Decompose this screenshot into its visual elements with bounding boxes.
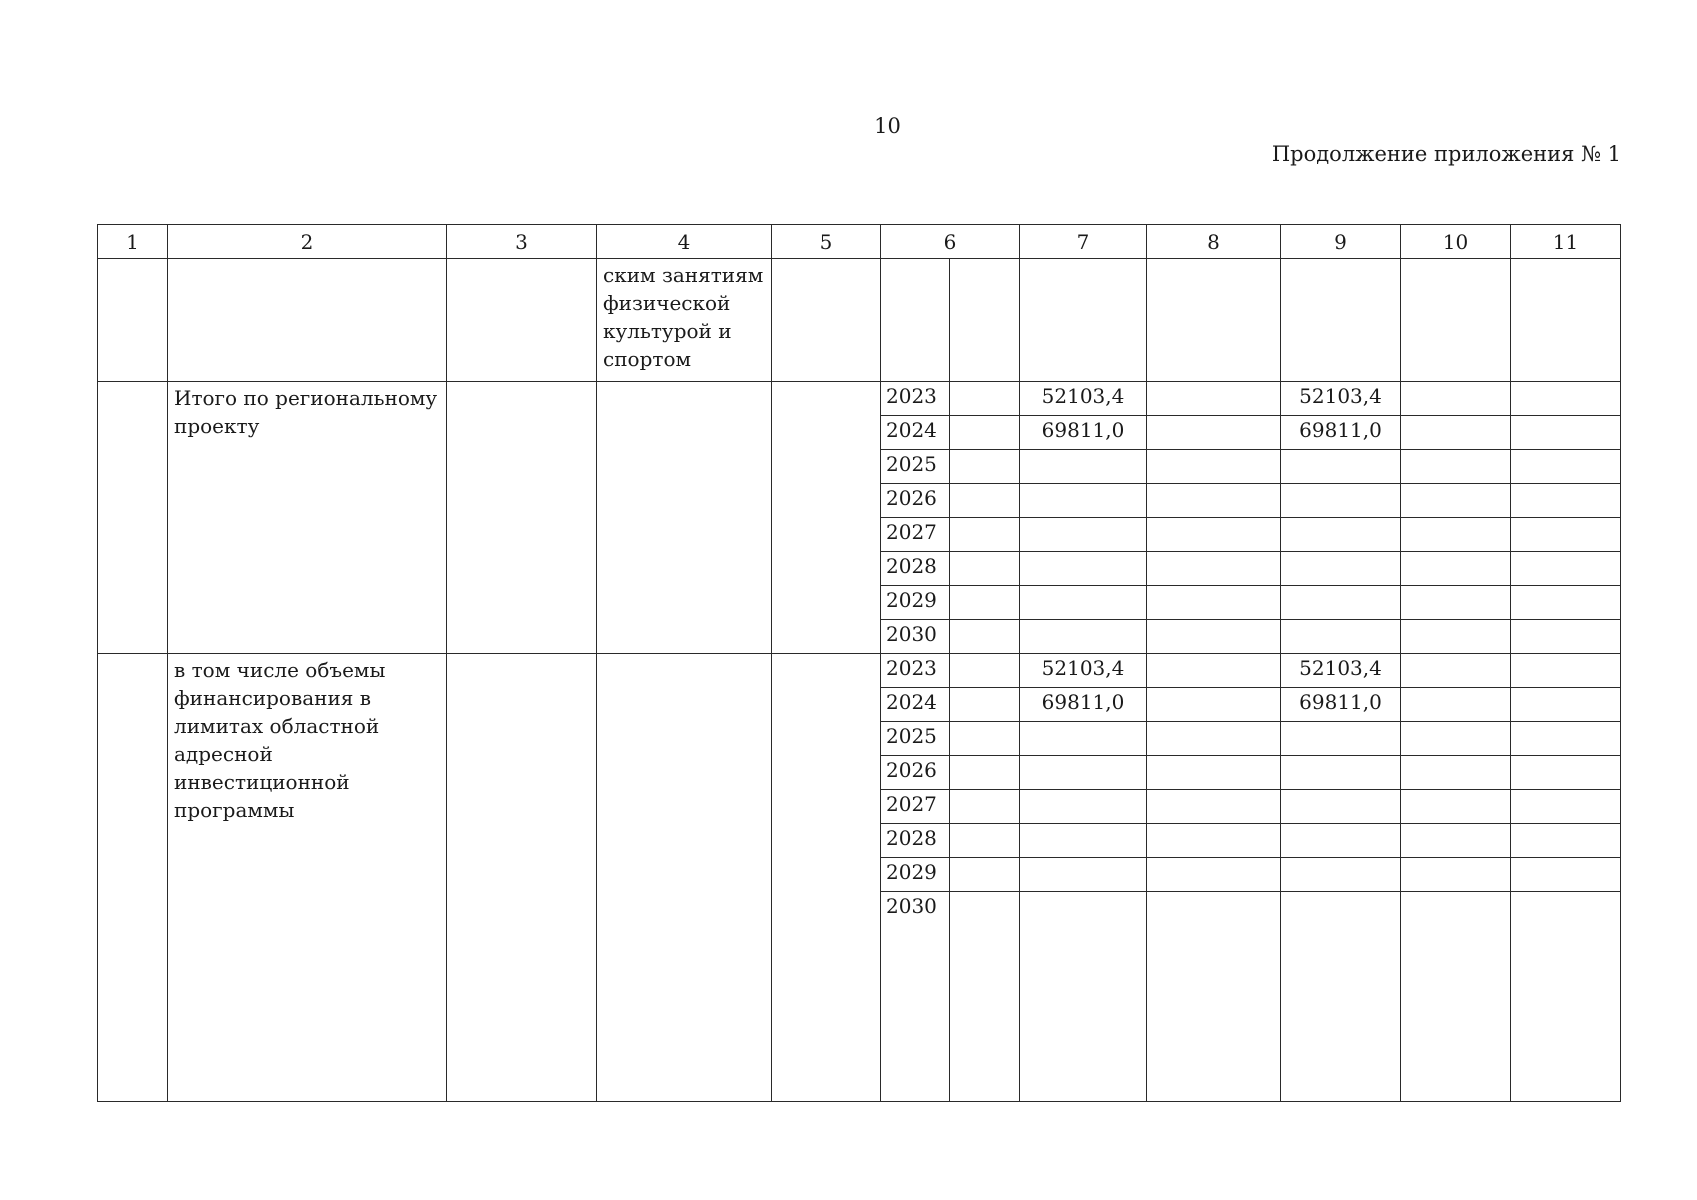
continued-description: ским занятиям физической культурой и спортом bbox=[597, 259, 772, 382]
year-cell: 2026 bbox=[881, 756, 950, 790]
year-cell: 2025 bbox=[881, 722, 950, 756]
amount-col9: 69811,0 bbox=[1281, 688, 1401, 722]
year-cell: 2030 bbox=[881, 892, 950, 1102]
year-row bbox=[98, 382, 1621, 416]
year-cell: 2024 bbox=[881, 688, 950, 722]
section-label: Итого по региональному проекту bbox=[168, 382, 447, 654]
amount-col7 bbox=[1020, 450, 1147, 484]
amount-col9 bbox=[1281, 518, 1401, 552]
year-cell: 2023 bbox=[881, 382, 950, 416]
amount-col7 bbox=[1020, 620, 1147, 654]
column-header: 2 bbox=[168, 225, 447, 259]
amount-col9 bbox=[1281, 484, 1401, 518]
amount-col7 bbox=[1020, 858, 1147, 892]
amount-col9: 52103,4 bbox=[1281, 654, 1401, 688]
year-cell: 2023 bbox=[881, 654, 950, 688]
year-cell: 2028 bbox=[881, 552, 950, 586]
amount-col9 bbox=[1281, 586, 1401, 620]
amount-col7 bbox=[1020, 484, 1147, 518]
year-cell: 2029 bbox=[881, 858, 950, 892]
year-cell: 2030 bbox=[881, 620, 950, 654]
amount-col7: 52103,4 bbox=[1020, 382, 1147, 416]
amount-col7: 69811,0 bbox=[1020, 688, 1147, 722]
section-total-regional-project bbox=[98, 382, 1621, 654]
amount-col9: 69811,0 bbox=[1281, 416, 1401, 450]
column-header: 5 bbox=[772, 225, 881, 259]
column-header: 4 bbox=[597, 225, 772, 259]
amount-col7: 69811,0 bbox=[1020, 416, 1147, 450]
amount-col7 bbox=[1020, 790, 1147, 824]
amount-col9 bbox=[1281, 858, 1401, 892]
amount-col7: 52103,4 bbox=[1020, 654, 1147, 688]
year-cell: 2027 bbox=[881, 518, 950, 552]
amount-col9 bbox=[1281, 620, 1401, 654]
amount-col7 bbox=[1020, 518, 1147, 552]
year-row bbox=[98, 654, 1621, 688]
year-cell: 2026 bbox=[881, 484, 950, 518]
amount-col7 bbox=[1020, 824, 1147, 858]
financing-table bbox=[97, 224, 1621, 1102]
year-cell: 2029 bbox=[881, 586, 950, 620]
column-header: 6 bbox=[881, 225, 1020, 259]
amount-col7 bbox=[1020, 722, 1147, 756]
continuation-label: Продолжение приложения № 1 bbox=[1271, 142, 1621, 166]
column-header: 7 bbox=[1020, 225, 1147, 259]
year-cell: 2025 bbox=[881, 450, 950, 484]
section-investment-program bbox=[98, 654, 1621, 1102]
amount-col9 bbox=[1281, 892, 1401, 1102]
column-header: 9 bbox=[1281, 225, 1401, 259]
column-header: 8 bbox=[1147, 225, 1281, 259]
column-header: 11 bbox=[1511, 225, 1621, 259]
amount-col7 bbox=[1020, 892, 1147, 1102]
amount-col7 bbox=[1020, 756, 1147, 790]
amount-col7 bbox=[1020, 552, 1147, 586]
amount-col9 bbox=[1281, 756, 1401, 790]
amount-col9 bbox=[1281, 824, 1401, 858]
year-cell: 2024 bbox=[881, 416, 950, 450]
section-label: в том числе объемы финансирования в лимитах областной адресной инвестиционной программы bbox=[168, 654, 447, 1102]
amount-col9 bbox=[1281, 790, 1401, 824]
column-number-row bbox=[98, 225, 1621, 259]
column-header: 1 bbox=[98, 225, 168, 259]
column-header: 10 bbox=[1401, 225, 1511, 259]
amount-col9 bbox=[1281, 722, 1401, 756]
amount-col7 bbox=[1020, 586, 1147, 620]
amount-col9: 52103,4 bbox=[1281, 382, 1401, 416]
page-number: 10 bbox=[874, 114, 901, 138]
year-cell: 2027 bbox=[881, 790, 950, 824]
year-cell: 2028 bbox=[881, 824, 950, 858]
column-header: 3 bbox=[447, 225, 597, 259]
amount-col9 bbox=[1281, 552, 1401, 586]
continuation-row bbox=[98, 259, 1621, 382]
amount-col9 bbox=[1281, 450, 1401, 484]
